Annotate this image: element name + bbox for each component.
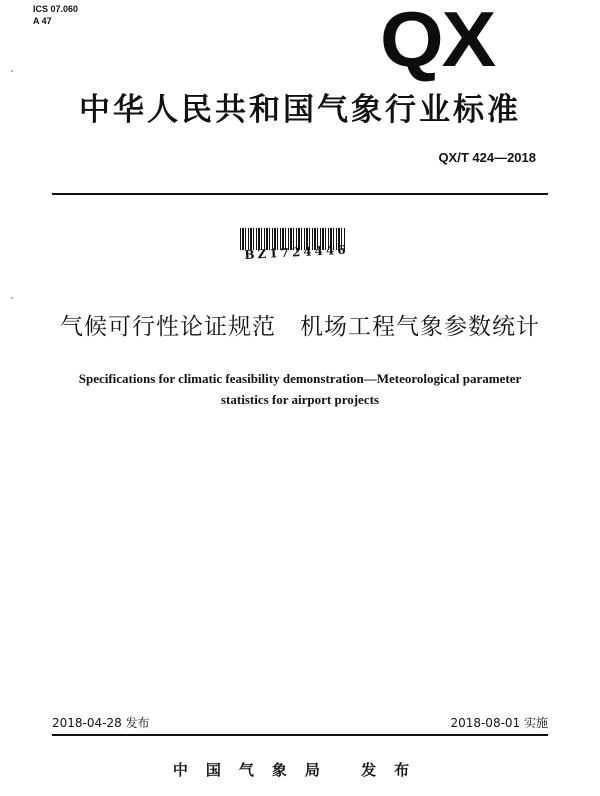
bottom-divider	[52, 734, 548, 736]
ics-code: ICS 07.060	[33, 4, 79, 14]
barcode-number: BZ1724446	[244, 242, 349, 262]
top-divider	[52, 193, 548, 195]
standard-number: QX/T 424—2018	[438, 150, 536, 165]
org-title: 中华人民共和国气象行业标准	[79, 92, 521, 128]
english-title-line-2: statistics for airport projects	[220, 392, 379, 407]
english-title-line-1: Specifications for climatic feasibility demonstration—Meteorological parameter	[78, 371, 522, 386]
standard-title-chinese: 气候可行性论证规范 机场工程气象参数统计	[60, 314, 540, 340]
margin-mark	[11, 297, 13, 299]
margin-mark	[11, 70, 13, 72]
classification-code: A 47	[33, 16, 52, 26]
issue-date: 2018-04-28 发布	[52, 716, 150, 730]
qx-logo: QX	[380, 0, 495, 83]
implementation-date: 2018-08-01 实施	[450, 716, 548, 730]
standard-title-english	[20, 368, 580, 410]
publisher: 中国气象局 发布	[172, 761, 428, 779]
